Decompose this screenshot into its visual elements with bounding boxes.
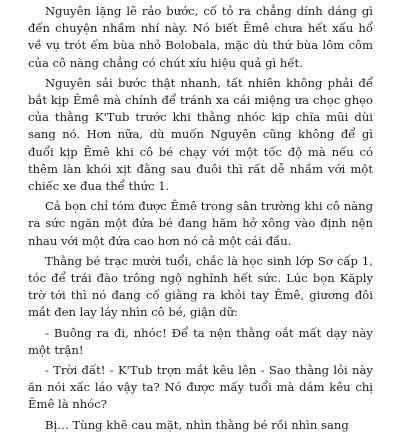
paragraph: Bị… Tùng khẽ cau mặt, nhìn thằng bé rồi nhìn sang xyxy=(45,417,349,432)
paragraph: Thằng bé trạc mười tuổi, chắc là học sinh lớp Sơ cấp 1, tóc để trái đào trông ngộ nghĩnh hết sức. Lúc bọn Kăply trờ tới thì nó đang cố giằng ra khỏi tay Êmê, giương đôi mắt đen lay láy nhìn cô bé, giận dữ: xyxy=(28,253,373,320)
paragraph: Nguyên sải bước thật nhanh, tất nhiên không phải để bắt kịp Êmê mà chính để tránh xa cái miệng ưa chọc ghẹo của thằng K'Tub trước khi thằng nhóc kịp chĩa mũi dùi sang nó. Hơn nữa, dù muốn Nguyên cũng không để gì đuổi kịp Êmê khi cô bé chạy với một tốc độ mà nếu có thêm làn khói xịt đằng sau đuôi thì rất dễ nhầm với một chiếc xe đua thể thức 1. xyxy=(28,75,373,194)
paragraph: - Buông ra đi, nhóc! Để ta nện thằng oắt mất dạy này một trận! xyxy=(28,325,373,357)
paragraph: - Trời đất! - K'Tub trợn mắt kêu lên - Sao thằng lỏi này ăn nói xấc láo vậy ta? Nó được mấy tuổi mà dám kêu chị Êmê là nhóc? xyxy=(28,363,373,412)
paragraph: Nguyên lặng lẽ rảo bước, cố tỏ ra chẳng dính dáng gì đến chuyện nhầm nhí này. Nó biết Êmê chưa hết xấu hổ về vụ trót ếm bùa nhỏ Bolobala, mặc dù thứ bùa lôm côm của cô nàng chẳng có chút xíu hiệu quả gì hết. xyxy=(28,4,373,70)
paragraph: Cả bọn chỉ tóm được Êmê trong sân trường khi cô nàng ra sức ngăn một đứa bé đang hăm hở xông vào định nện nhau với một đứa cao hơn nó cả một cái đầu. xyxy=(28,199,373,248)
